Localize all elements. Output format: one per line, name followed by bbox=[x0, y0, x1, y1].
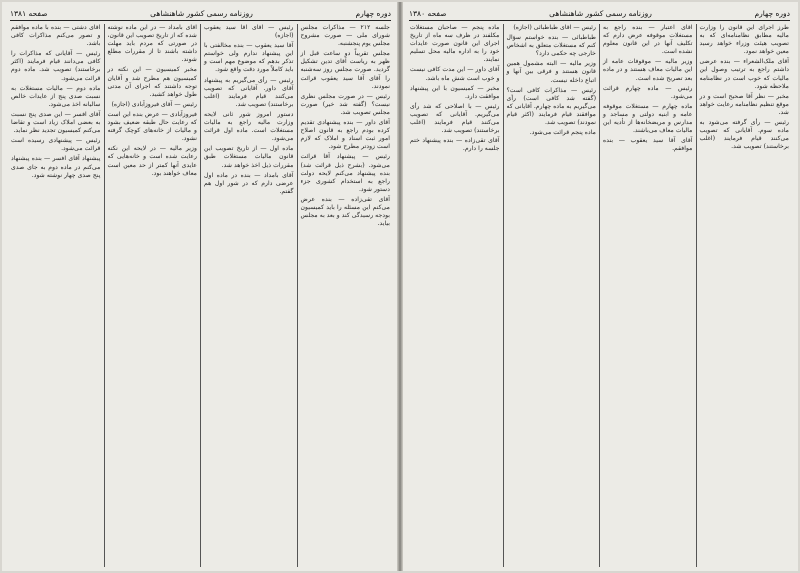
article-paragraph: رئیس — ماده چهارم قرائت می‌شود. bbox=[603, 84, 693, 100]
article-paragraph: آقای آقا سید یعقوب — بنده موافقم. bbox=[603, 137, 693, 153]
article-paragraph: آقای تقی‌زاده — بنده پیشنهاد ختم جلسه را دارم. bbox=[410, 137, 500, 153]
article-paragraph: وزیر مالیه — موقوفات عامه از این مالیات معاف هستند و در ماده بعد تصریح شده است. bbox=[603, 58, 693, 82]
article-paragraph: آقای داور — بنده پیشنهادی تقدیم کرده بودم راجع به قانون اصلاح امور ثبت اسناد و املاک که لازم است زودتر مطرح شود. bbox=[300, 119, 390, 151]
article-paragraph: رئیس — پیشنهادی رسیده است قرائت می‌شود. bbox=[11, 137, 101, 153]
article-paragraph: رئیس — پیشنهاد آقا قرائت می‌شود. (بشرح ذیل قرائت شد) بنده پیشنهاد می‌کنم لایحه دولت راجع به استخدام کشوری جزء دستور شود. bbox=[300, 153, 390, 193]
article-paragraph: رئیس — آقای آقا سید یعقوب (اجازه) bbox=[204, 24, 294, 40]
left-page-header bbox=[10, 6, 391, 21]
article-paragraph: پیشنهاد آقای افسر — بنده پیشنهاد می‌کنم در ماده دوم به جای صدی پنج صدی چهار نوشته شود. bbox=[11, 155, 101, 179]
article-paragraph: مجلس تقریباً دو ساعت قبل از ظهر به ریاست آقای تدین تشکیل گردید. صورت مجلس روز سه‌شنبه را آقای آقا سید یعقوب قرائت نمودند. bbox=[300, 50, 390, 90]
article-paragraph: آقا سید یعقوب — بنده مخالفتی با این پیشنهاد ندارم ولی خواستم تذکر بدهم که موضوع مهم است و باید کاملاً مورد دقت واقع شود. bbox=[204, 42, 294, 74]
right-column-2 bbox=[599, 24, 696, 567]
article-paragraph: وزیر مالیه — در لایحه این نکته رعایت شده است و خانه‌هایی که عایدی آنها کمتر از حد معین است معاف خواهند بود. bbox=[107, 145, 197, 177]
left-page bbox=[2, 2, 399, 571]
article-paragraph: ماده پنجم قرائت می‌شود. bbox=[529, 129, 596, 137]
article-paragraph: مخبر کمیسیون — این نکته در کمیسیون هم مطرح شد و آقایان توجه داشتند که اجرای آن مدتی طول خواهد کشید. bbox=[107, 66, 197, 98]
right-page-columns bbox=[407, 24, 792, 567]
article-paragraph: رئیس — آقای فیروزآبادی (اجازه) bbox=[111, 100, 197, 108]
article-paragraph: جلسه ۲۱۲ — مذاکرات مجلس شورای ملی — صورت مشروح مجلس یوم پنجشنبه. bbox=[300, 24, 390, 48]
article-paragraph: مخبر — نظر آقا صحیح است و در موقع تنظیم نظامنامه رعایت خواهد شد. bbox=[699, 92, 789, 116]
right-column-4 bbox=[407, 24, 503, 567]
article-paragraph: آقای دشتی — بنده با ماده موافقم و تصور می‌کنم مذاکرات کافی باشد. bbox=[11, 24, 101, 48]
article-paragraph: ماده چهارم — مستغلات موقوفه عامه و ابنیه دولتی و مساجد و مدارس و مریضخانه‌ها از تأدیه این مالیات معاف می‌باشند. bbox=[603, 102, 693, 135]
right-header-term: دوره چهارم bbox=[754, 8, 790, 18]
article-paragraph: آقای افسر — این صدی پنج نسبت به بعضی املاک زیاد است و تقاضا می‌کنم کمیسیون تجدید نظر نماید. bbox=[11, 110, 101, 135]
right-column-1 bbox=[696, 24, 793, 567]
article-paragraph: رئیس — رأی گرفته می‌شود به ماده سوم. آقایانی که تصویب می‌کنند قیام فرمایند (اغلب برخاستند) تصویب شد. bbox=[699, 119, 789, 151]
left-header-page-label: صفحه ۱۳۸۱ bbox=[10, 8, 48, 18]
right-column-3 bbox=[503, 24, 600, 567]
article-paragraph: آقای تقی‌زاده — بنده عرض می‌کنم این مسئله را باید کمیسیون بودجه رسیدگی کند و بعد به مجلس بیاید. bbox=[300, 195, 390, 228]
article-paragraph: آقای بامداد — بنده در ماده اول عرضی دارم که در شور اول هم گفتم. bbox=[204, 171, 294, 195]
newspaper-spread bbox=[2, 2, 798, 571]
article-paragraph: طرز اجرای این قانون را وزارت مالیه مطابق نظامنامه‌ای که به تصویب هیئت وزراء خواهد رسید معین خواهد نمود. bbox=[699, 24, 789, 56]
article-paragraph: آقای داور — این مدت کافی نیست و خوب است شش ماه باشد. bbox=[410, 66, 500, 82]
left-column-2 bbox=[200, 24, 297, 567]
left-page-columns bbox=[8, 24, 393, 567]
right-page-header bbox=[409, 6, 790, 21]
article-paragraph: ماده دوم — مالیات مستغلات به نسبت صدی پنج از عایدات خالص سالیانه اخذ می‌شود. bbox=[11, 84, 101, 108]
article-paragraph: رئیس — آقای طباطبائی (اجازه) bbox=[513, 24, 596, 31]
article-paragraph: رئیس — با اصلاحی که شد رأی می‌گیریم. آقایانی که تصویب می‌کنند قیام فرمایند (اغلب برخاستند) تصویب شد. bbox=[410, 102, 500, 135]
article-paragraph: رئیس — در صورت مجلس نظری نیست؟ (گفته شد خیر) صورت مجلس تصویب شد. bbox=[300, 92, 390, 116]
article-paragraph: مخبر — کمیسیون با این پیشنهاد موافقت دارد. bbox=[410, 84, 500, 100]
left-column-4 bbox=[8, 24, 104, 567]
article-paragraph: رئیس — آقایانی که مذاکرات را کافی می‌دانند قیام فرمایند (اکثر برخاستند) تصویب شد. ماده دوم قرائت می‌شود. bbox=[11, 50, 101, 82]
article-paragraph: رئیس — مذاکرات کافی است؟ (گفته شد کافی است) رأی می‌گیریم به ماده چهارم. آقایانی که موافقند قیام فرمایند (اکثر قیام نمودند) تصویب شد. bbox=[506, 86, 596, 127]
article-paragraph: طباطبائی — بنده خواستم سؤال کنم که مستغلات متعلق به اشخاص خارجی چه حکمی دارد؟ bbox=[506, 34, 596, 58]
article-paragraph: رئیس — رأی می‌گیریم به پیشنهاد آقای داور. آقایانی که تصویب می‌کنند قیام فرمایند (اغلب برخاستند) تصویب شد. bbox=[204, 76, 294, 108]
left-column-3 bbox=[104, 24, 201, 567]
article-paragraph: ماده اول — از تاریخ تصویب این قانون مالیات مستغلات طبق مقررات ذیل اخذ خواهد شد. bbox=[204, 145, 294, 169]
article-paragraph: آقای ملک‌الشعراء — بنده عرضی داشتم راجع به ترتیب وصول این مالیات که خوب است در نظامنامه ملاحظه شود. bbox=[699, 58, 789, 90]
article-paragraph: آقای بامداد — در این ماده نوشته شده که از تاریخ تصویب این قانون، در صورتی که مردم باید مهلت داشته باشند تا از مقررات مطلع شوند. bbox=[107, 24, 197, 64]
article-paragraph: وزیر مالیه — البته مشمول همین قانون هستند و فرقی بین آنها و اتباع داخله نیست. bbox=[506, 60, 596, 84]
left-column-1 bbox=[297, 24, 394, 567]
article-paragraph: فیروزآبادی — عرض بنده این است که رعایت حال طبقه ضعیف بشود و مالیات از خانه‌های کوچک گرفته نشود. bbox=[107, 110, 197, 143]
right-header-page-label: صفحه ۱۳۸۰ bbox=[409, 8, 447, 18]
article-paragraph: ماده پنجم — صاحبان مستغلات مکلفند در ظرف سه ماه از تاریخ اجرای این قانون صورت عایدات خود را به اداره مالیه محل تسلیم نمایند. bbox=[410, 24, 500, 64]
article-paragraph: آقای اعتبار — بنده راجع به مستغلات موقوفه عرض دارم که تکلیف آنها در این قانون معلوم نشده است. bbox=[603, 24, 693, 56]
article-paragraph: دستور امروز شور ثانی لایحه وزارت مالیه راجع به مالیات مستغلات است. ماده اول قرائت می‌شود. bbox=[204, 110, 294, 143]
left-header-term: دوره چهارم bbox=[355, 8, 391, 18]
right-header-title: روزنامه رسمی کشور شاهنشاهی bbox=[549, 8, 652, 18]
right-page bbox=[401, 2, 798, 571]
left-header-title: روزنامه رسمی کشور شاهنشاهی bbox=[150, 8, 253, 18]
